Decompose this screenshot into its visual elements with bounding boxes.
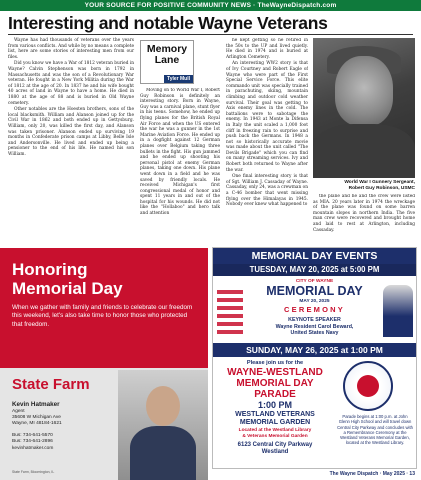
paragraph: Moving on to World War I, Robert Guy Robinson is definitely an interesting story. Born in Wayne, Guy was a carnival plane, stunt flyer in his teens. Somehow, he ended up flying planes for the British Royal Air Force and when the US entered the war he was a gunner in the 1st Marine Aviation Force. He ended up in a dogfight against 12 German planes over Belgium taking three bullets in the fight. His gun jammed and he ended up shooting his personal pistol at enemy German planes, taking one down. His plane went down in a field and he was saved by friendly locals. He received Michigan's first congressional medal of honor and spent 11 years in and out of the hospital for his wounds. He did not like the "Hollaboo" and hero talk and attention [140,88,220,217]
memory-lane-title: Memory Lane [146,43,188,66]
events-title: MEMORIAL DAY EVENTS [213,248,416,264]
ceremony-date: TUESDAY, MAY 20, 2025 at 5:00 PM [213,264,416,276]
garden-line: MEMORIAL GARDEN [239,419,311,426]
agent-info [12,401,62,452]
headline-rule [8,34,413,35]
agent-line: Wayne, MI 48184-1621 [12,421,62,427]
paragraph: An interesting WW2 story is that of Ivy Courtney and Robert Eagle of Wayne who were part of the First Special Service Force. This elite commando unit was specially trained in parachuting, skiing, mountain climbing and outdoor cold weather survival. Their goal was getting to Axis enemy lines in the cold. The battalions were to sabotage the enemy. In 1943 at Monte la Difensa in Italy the unit scaled a 1,000 foot cliff in freezing rain to surprise and push back the Germans. In 1948 a not so historically accurate movie was made about the unit called "The Devils Brigade" which you can find on many streaming services. Ivy and Robert both returned to Wayne after the war. [226,61,308,173]
caption-line: World War I Gunnery Sergeant, [344,180,415,185]
parade-date: SUNDAY, MAY 26, 2025 at 1:00 PM [213,343,416,357]
paragraph: One final interesting story is that of Sgt. William J. Cassaday of Wayne. Cassaday, only 24, was a crewman on a C-46 bomber that went missing flying over the Himalayas in 1945. Nobody ever knew what happened to [226,174,308,208]
address-line: Westland [261,449,289,455]
paragraph: Other notables are the Hoesten brothers, sons of the local blacksmith. William and Alanson joined up for the Civil War in 1862 and both ended up in Gettysburg. William, only 20, was killed the first day, and Alanson was taken prisoner. Alanson ended up surviving 19 months in Confederate prison camps at Libby, Belle Isle and Andersonville. He lived and ended up being a pensioner to the end of his life. He named his son William. [8,107,134,157]
author-name: Tyler Mull [164,75,193,83]
ad-heading: Honoring Memorial Day [12,260,123,298]
paragraph: Wayne has had thousands of veterans over the years from various conflicts. And while by no means a complete list, here are some stories of interesting men from our files. [8,38,134,60]
parade-line: MEMORIAL DAY [236,378,314,389]
parade-line: WAYNE-WESTLAND [227,367,323,378]
location-line: & Veterans Memorial Garden [242,434,308,439]
keynote-line: KEYNOTE SPEAKER [288,317,341,323]
article-column-2 [140,88,220,243]
keynote-line: Wayne Resident Carol Beward, [275,323,354,330]
ad-red-panel [0,248,208,368]
paragraph: Did you know we have a War of 1812 veteran buried in Wayne? Calvin Stephenson was born in 1792 in Massachusetts and was the son of a Revolutionary War veteran. He fought in a New York Militia during the War of 1812 at the age of 20. In 1837 he and his wife bought 40 acres of land in Wayne to have a home. He died in 1880 at the age of 88 and is buried in Old Wayne cemetery. [8,61,134,106]
paragraph: he kept getting so he retired in the 50s to the UP and lived quietly. He died in 1974 and is buried at Arlington Cemetery. [226,38,308,60]
memorial-day-events-ad [212,247,417,469]
photo-caption [313,180,415,192]
agent-phone: Bus: 734-641-2896 [12,439,53,445]
join-us-text: Please join us for the [246,360,304,366]
agent-line: 35608 W Michigan Ave [12,415,61,421]
ceremony-label: CEREMONY [284,305,345,314]
parade-line: PARADE [254,389,296,400]
caption-line: Robert Guy Robinson, USMC [348,186,415,191]
article-column-4 [313,194,415,244]
agent-website[interactable]: kevinhatmaker.com [12,445,54,451]
photo-body-shape [313,124,415,178]
agent-phone: Bus: 734-641-5570 [12,433,53,439]
memory-lane-box [140,40,194,84]
memorial-day-date: MAY 20, 2025 [299,299,330,304]
garden-name [217,411,333,427]
state-farm-logo: State Farm [12,376,90,393]
article-column-1 [8,38,134,158]
paragraph: the plane and he and the crew were listed as MIA. 20 years later in 1974 the wreckage of the plane was found on some barren mountain slopes in northern India. The five man crew were recovered and brought home and laid to rest at Arlington, including Cassaday. [313,194,415,233]
address-line: 6123 Central City Parkway [237,442,313,448]
memorial-day-label: MEMORIAL DAY [266,284,363,298]
seal-center [357,375,379,397]
ad-disclaimer: State Farm, Bloomington, IL [12,470,55,474]
veteran-photo [313,38,415,178]
location-line: Located at the Westland Library [238,428,312,433]
photo-face-shape [335,56,393,126]
agent-photo-body [130,426,196,480]
article-column-3 [226,38,308,243]
garden-line: WESTLAND VETERANS [235,411,315,418]
parade-time: 1:00 PM [257,400,292,410]
city-of-wayne: CITY OF WAYNE [295,279,334,284]
agent-name: Kevin Hatmaker [12,401,60,408]
parade-title [217,367,333,400]
state-farm-ad[interactable] [0,248,208,480]
ad-body: When we gather with family and friends to celebrate our freedom this weekend, let's also take time to honor those who protected that freedom. [12,304,193,328]
agent-photo [118,370,208,480]
top-banner: YOUR SOURCE FOR POSITIVE COMMUNITY NEWS · TheWayneDispatch.com [0,0,421,11]
parade-description: Parade begins at 1:00 p.m. at John Glenn High School and will travel down Central City Parkway and concludes with a Remembrance Ceremony at the Westland Veterans Memorial Garden, located at the Westland Library. [337,414,413,446]
page-footer: The Wayne Dispatch · May 2025 · 13 [329,471,415,477]
keynote-speaker [213,317,416,337]
agent-photo-head [146,386,180,426]
keynote-line: United States Navy [290,330,339,337]
veterans-garden-seal [343,361,393,411]
garden-address [217,442,333,456]
garden-location [217,428,333,440]
agent-line: Agent [12,409,25,414]
headline: Interesting and notable Wayne Veterans [8,13,328,33]
